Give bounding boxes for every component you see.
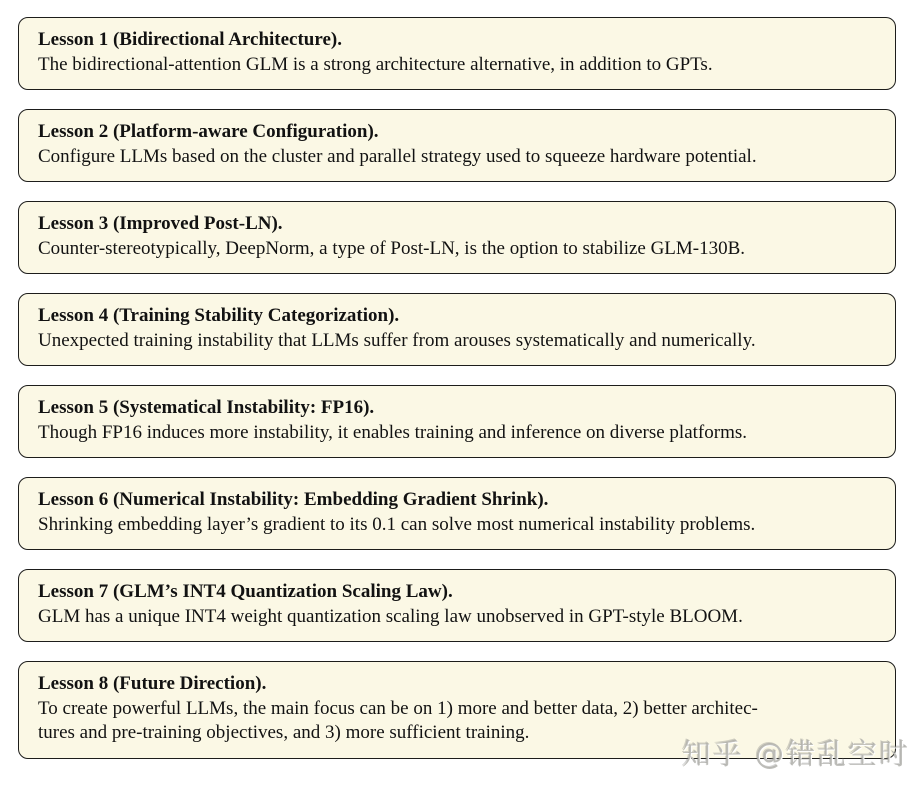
zhihu-watermark: 知乎 @错乱空时 xyxy=(681,737,910,771)
lesson-box-7 xyxy=(18,569,896,642)
lesson-body-line: Counter-stereotypically, DeepNorm, a type of Post-LN, is the option to stabilize GLM-130B. xyxy=(38,237,746,259)
lesson-title: Lesson 7 (GLM’s INT4 Quantization Scaling Law). xyxy=(38,581,453,602)
lesson-body-line: tures and pre-training objectives, and 3) more sufficient training. xyxy=(38,722,530,743)
lesson-body-line: GLM has a unique INT4 weight quantization scaling law unobserved in GPT-style BLOOM. xyxy=(38,605,743,627)
lesson-body-line: The bidirectional-attention GLM is a strong architecture alternative, in addition to GPTs. xyxy=(38,53,713,75)
lesson-title: Lesson 1 (Bidirectional Architecture). xyxy=(38,29,342,50)
lesson-body-line: Unexpected training instability that LLMs suffer from arouses systematically and numerically. xyxy=(38,329,756,351)
lesson-body-line: Configure LLMs based on the cluster and parallel strategy used to squeeze hardware potential. xyxy=(38,145,757,167)
lesson-box-6 xyxy=(18,477,896,550)
lesson-title: Lesson 8 (Future Direction). xyxy=(38,673,267,694)
lesson-title: Lesson 3 (Improved Post-LN). xyxy=(38,213,283,234)
lesson-title: Lesson 5 (Systematical Instability: FP16). xyxy=(38,397,375,418)
lesson-box-4 xyxy=(18,293,896,366)
lesson-body-line: Shrinking embedding layer’s gradient to its 0.1 can solve most numerical instability problems. xyxy=(38,513,756,535)
lesson-box-2 xyxy=(18,109,896,182)
lesson-box-1 xyxy=(18,17,896,90)
lesson-box-8 xyxy=(18,661,896,759)
lesson-box-5 xyxy=(18,385,896,458)
lesson-title: Lesson 2 (Platform-aware Configuration). xyxy=(38,121,379,142)
lesson-body-line: To create powerful LLMs, the main focus can be on 1) more and better data, 2) better architec- xyxy=(38,697,758,719)
lesson-box-3 xyxy=(18,201,896,274)
lesson-body-line: Though FP16 induces more instability, it enables training and inference on diverse platforms. xyxy=(38,421,747,443)
lesson-title: Lesson 6 (Numerical Instability: Embedding Gradient Shrink). xyxy=(38,489,549,510)
lesson-title: Lesson 4 (Training Stability Categorization). xyxy=(38,305,400,326)
